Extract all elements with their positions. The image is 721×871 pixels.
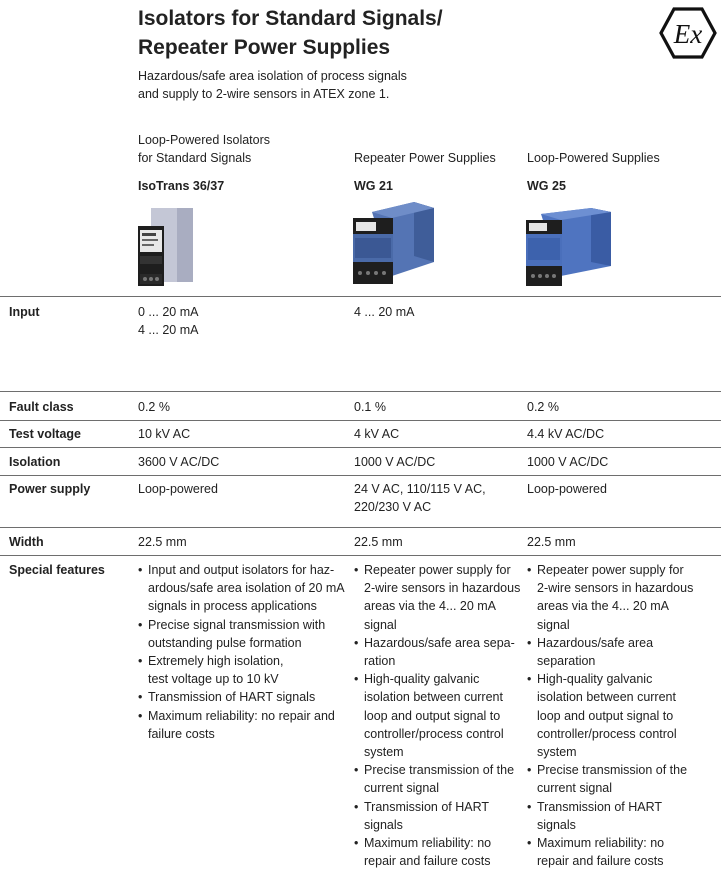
power-supply-isotrans: Loop-powered [138, 482, 218, 496]
feature-line: • High-quality galvanic [364, 672, 480, 687]
column-2-category: Repeater Power Supplies [354, 151, 496, 165]
feature-line: areas via the 4... 20 mA [364, 599, 497, 614]
row-label-test-voltage: Test voltage [9, 427, 82, 441]
input-isotrans-line-2: 4 ... 20 mA [138, 323, 199, 338]
feature-line: • Transmission of HART [364, 799, 490, 814]
atex-ex-logo-icon [659, 7, 717, 59]
row-label-special-features: Special features [9, 563, 105, 577]
feature-line: system [537, 745, 577, 760]
feature-line: 2-wire sensors in hazardous [537, 581, 694, 596]
feature-item [138, 707, 345, 743]
feature-line: current signal [537, 781, 613, 796]
row-divider [0, 296, 721, 297]
page-subtitle [138, 67, 407, 103]
isotrans-module-image [137, 206, 195, 288]
width-wg21: 22.5 mm [354, 535, 403, 549]
special-features-wg25 [527, 561, 693, 870]
feature-item [354, 634, 520, 670]
input-wg21: 4 ... 20 mA [354, 305, 415, 319]
power-supply-wg21 [354, 480, 486, 516]
fault-class-wg25: 0.2 % [527, 400, 559, 414]
feature-line: • Input and output isolators for haz- [148, 563, 335, 577]
feature-line: signals [537, 817, 576, 832]
feature-line: failure costs [148, 726, 215, 741]
feature-item [527, 634, 693, 670]
feature-line: signal [537, 617, 570, 632]
column-1-category-line-2: for Standard Signals [138, 151, 252, 165]
feature-item [354, 561, 520, 634]
feature-line: ration [364, 654, 396, 669]
feature-line: outstanding pulse formation [148, 635, 302, 650]
feature-line: • Extremely high isolation, [148, 654, 284, 669]
test-voltage-wg21: 4 kV AC [354, 427, 400, 441]
feature-line: • Hazardous/safe area sepa- [364, 635, 515, 650]
power-supply-wg21-line-2: 220/230 V AC [354, 500, 432, 515]
isolation-isotrans: 3600 V AC/DC [138, 455, 220, 469]
feature-line: separation [537, 654, 596, 669]
column-1-category [138, 131, 270, 167]
title-line-1: Isolators for Standard Signals/ [138, 7, 443, 30]
feature-line: test voltage up to 10 kV [148, 672, 279, 687]
row-label-power-supply: Power supply [9, 482, 91, 496]
column-2-product-name: WG 21 [354, 179, 393, 193]
feature-line: loop and output signal to [537, 708, 674, 723]
column-1-product-name: IsoTrans 36/37 [138, 179, 225, 193]
feature-line: • Repeater power supply for [364, 563, 511, 577]
isolation-wg25: 1000 V AC/DC [527, 455, 609, 469]
subtitle-line-2: and supply to 2-wire sensors in ATEX zone 1. [138, 87, 390, 101]
special-features-wg21 [354, 561, 520, 870]
feature-line: • Precise transmission of the [364, 763, 515, 778]
row-divider [0, 420, 721, 421]
feature-line: isolation between current [364, 690, 503, 705]
feature-item [138, 688, 345, 706]
feature-item [527, 761, 693, 797]
fault-class-isotrans: 0.2 % [138, 400, 170, 414]
feature-line: • Precise signal transmission with [148, 617, 326, 632]
feature-line: system [364, 745, 404, 760]
feature-item [354, 834, 520, 870]
feature-line: • Hazardous/safe area [537, 635, 654, 650]
feature-item [527, 834, 693, 870]
isolation-wg21: 1000 V AC/DC [354, 455, 436, 469]
feature-line: repair and failure costs [537, 854, 664, 869]
feature-line: controller/process control [364, 726, 504, 741]
width-isotrans: 22.5 mm [138, 535, 187, 549]
feature-item [527, 798, 693, 834]
feature-line: • Maximum reliability: no [537, 836, 665, 851]
feature-line: controller/process control [537, 726, 677, 741]
feature-item [138, 561, 345, 616]
feature-line: current signal [364, 781, 440, 796]
column-1-category-line-1: Loop-Powered Isolators [138, 133, 271, 147]
feature-line: • Maximum reliability: no repair and [148, 708, 335, 723]
input-isotrans-line-1: 0 ... 20 mA [138, 305, 199, 319]
feature-line: repair and failure costs [364, 854, 491, 869]
feature-line: signal [364, 617, 397, 632]
test-voltage-wg25: 4.4 kV AC/DC [527, 427, 605, 441]
row-divider [0, 391, 721, 392]
feature-line: ardous/safe area isolation of 20 mA [148, 581, 345, 596]
subtitle-line-1: Hazardous/safe area isolation of process signals [138, 69, 407, 83]
feature-item [354, 761, 520, 797]
power-supply-wg21-line-1: 24 V AC, 110/115 V AC, [354, 482, 486, 496]
title-line-2: Repeater Power Supplies [138, 36, 391, 59]
feature-item [354, 670, 520, 761]
row-divider [0, 475, 721, 476]
row-label-isolation: Isolation [9, 455, 61, 469]
wg25-module-image [525, 206, 613, 288]
feature-item [527, 670, 693, 761]
feature-line: isolation between current [537, 690, 676, 705]
feature-item [354, 798, 520, 834]
test-voltage-isotrans: 10 kV AC [138, 427, 191, 441]
feature-line: signals [364, 817, 403, 832]
feature-line: • Transmission of HART [537, 799, 663, 814]
svg-text:Ex: Ex [673, 19, 703, 49]
feature-line: • Precise transmission of the [537, 763, 688, 778]
row-label-input: Input [9, 305, 40, 319]
column-3-category: Loop-Powered Supplies [527, 151, 660, 165]
row-divider [0, 555, 721, 556]
feature-line: • Maximum reliability: no [364, 836, 492, 851]
feature-line: 2-wire sensors in hazardous [364, 581, 521, 596]
page-title [138, 4, 443, 62]
row-divider [0, 447, 721, 448]
width-wg25: 22.5 mm [527, 535, 576, 549]
feature-item [527, 561, 693, 634]
column-3-product-name: WG 25 [527, 179, 566, 193]
feature-line: • Repeater power supply for [537, 563, 684, 577]
feature-line: • High-quality galvanic [537, 672, 653, 687]
fault-class-wg21: 0.1 % [354, 400, 386, 414]
feature-item [138, 652, 345, 688]
input-isotrans [138, 303, 198, 339]
wg21-module-image [352, 200, 436, 286]
feature-item [138, 616, 345, 652]
feature-line: areas via the 4... 20 mA [537, 599, 670, 614]
feature-line: • Transmission of HART signals [148, 690, 316, 705]
feature-line: loop and output signal to [364, 708, 501, 723]
row-divider [0, 527, 721, 528]
row-label-fault-class: Fault class [9, 400, 74, 414]
power-supply-wg25: Loop-powered [527, 482, 607, 496]
row-label-width: Width [9, 535, 44, 549]
special-features-isotrans [138, 561, 345, 743]
feature-line: signals in process applications [148, 599, 317, 614]
